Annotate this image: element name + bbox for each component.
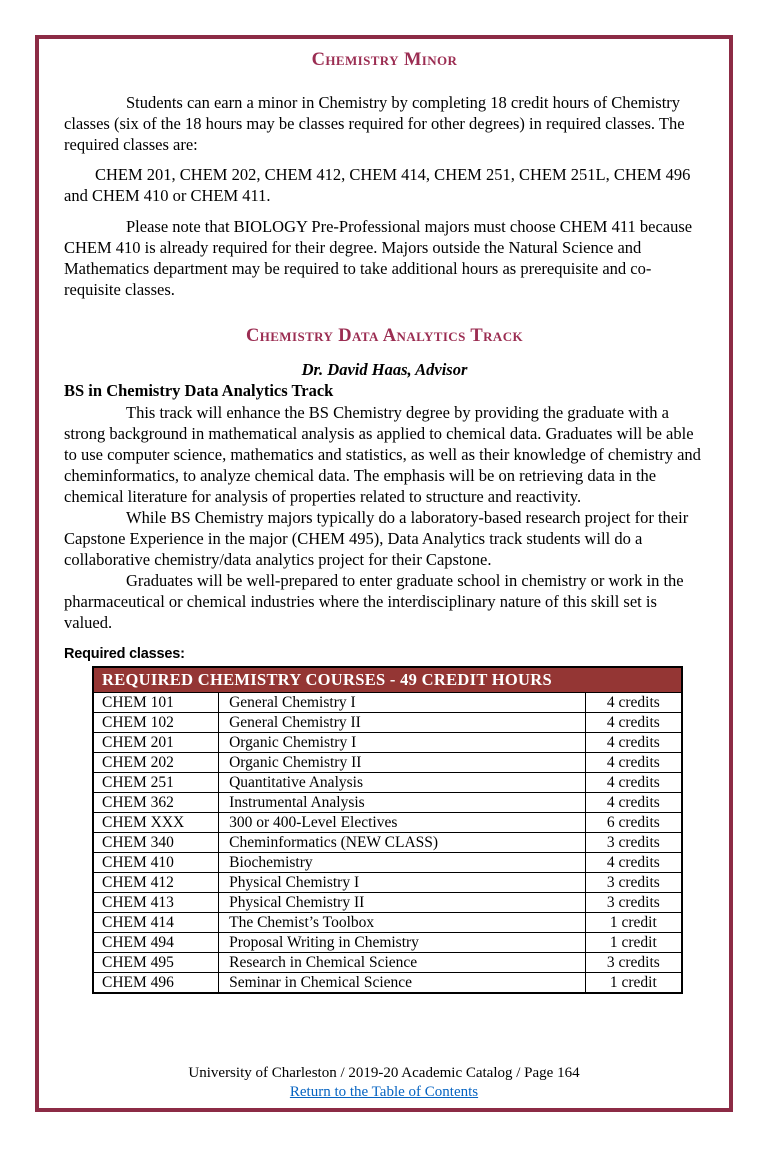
course-credits-cell: 4 credits	[585, 733, 682, 753]
course-credits-cell: 4 credits	[585, 853, 682, 873]
table-header-row	[93, 667, 682, 693]
course-row	[93, 793, 682, 813]
course-code-cell: CHEM 494	[93, 933, 219, 953]
course-code-cell: CHEM 202	[93, 753, 219, 773]
course-credits-cell: 3 credits	[585, 893, 682, 913]
course-credits-cell: 1 credit	[585, 913, 682, 933]
course-title-cell: Quantitative Analysis	[219, 773, 586, 793]
course-code-cell: CHEM 414	[93, 913, 219, 933]
course-credits-cell: 3 credits	[585, 873, 682, 893]
course-row	[93, 953, 682, 973]
course-row	[93, 713, 682, 733]
data-analytics-track-heading: Chemistry Data Analytics Track	[245, 326, 524, 346]
page-content	[64, 39, 705, 994]
course-title-cell: Organic Chemistry II	[219, 753, 586, 773]
catalog-info-line: University of Charleston / 2019-20 Academic Catalog / Page 164	[188, 1065, 580, 1081]
course-code-cell: CHEM 201	[93, 733, 219, 753]
return-to-toc-link[interactable]: Return to the Table of Contents	[289, 1084, 479, 1100]
course-title-cell: Seminar in Chemical Science	[219, 973, 586, 994]
course-credits-cell: 4 credits	[585, 793, 682, 813]
course-title-cell: Physical Chemistry II	[219, 893, 586, 913]
course-title-cell: Research in Chemical Science	[219, 953, 586, 973]
course-code-cell: CHEM 413	[93, 893, 219, 913]
required-classes-label: Required classes:	[64, 646, 185, 662]
course-row	[93, 693, 682, 713]
course-credits-cell: 4 credits	[585, 713, 682, 733]
course-credits-cell: 3 credits	[585, 953, 682, 973]
required-courses-table	[92, 666, 683, 994]
course-title-cell: Organic Chemistry I	[219, 733, 586, 753]
course-row	[93, 833, 682, 853]
course-row	[93, 873, 682, 893]
course-code-cell: CHEM 410	[93, 853, 219, 873]
course-title-cell: Biochemistry	[219, 853, 586, 873]
course-row	[93, 753, 682, 773]
course-row	[93, 853, 682, 873]
course-title-cell: General Chemistry I	[219, 693, 586, 713]
advisor-line: Dr. David Haas, Advisor	[301, 360, 468, 379]
course-row	[93, 913, 682, 933]
course-row	[93, 733, 682, 753]
course-title-cell: Instrumental Analysis	[219, 793, 586, 813]
course-row	[93, 933, 682, 953]
course-code-cell: CHEM XXX	[93, 813, 219, 833]
course-title-cell: 300 or 400-Level Electives	[219, 813, 586, 833]
course-credits-cell: 1 credit	[585, 933, 682, 953]
course-row	[93, 973, 682, 994]
course-code-cell: CHEM 251	[93, 773, 219, 793]
track-description-paragraph: This track will enhance the BS Chemistry degree by providing the graduate with a strong background in mathematical analysis as applied to chemical data. Graduates will be able to use computer science, mathematics and statistics, as well as their knowledge of chemistry and cheminformatics, to analyze chemical data. The emphasis will be on retrieving data in the chemical literature for analysis of properties related to structure and reactivity.	[64, 403, 701, 506]
course-title-cell: Physical Chemistry I	[219, 873, 586, 893]
course-title-cell: General Chemistry II	[219, 713, 586, 733]
course-credits-cell: 1 credit	[585, 973, 682, 994]
minor-course-list-paragraph: CHEM 201, CHEM 202, CHEM 412, CHEM 414, CHEM 251, CHEM 251L, CHEM 496 and CHEM 410 or CHEM 411.	[64, 165, 691, 205]
table-header-cell: REQUIRED CHEMISTRY COURSES - 49 CREDIT HOURS	[93, 667, 682, 693]
course-title-cell: The Chemist’s Toolbox	[219, 913, 586, 933]
track-capstone-paragraph: While BS Chemistry majors typically do a laboratory-based research project for their Capstone Experience in the major (CHEM 495), Data Analytics track students will do a collaborative chemistry/data analytics project for their Capstone.	[64, 508, 689, 569]
course-code-cell: CHEM 495	[93, 953, 219, 973]
course-code-cell: CHEM 412	[93, 873, 219, 893]
chemistry-minor-heading: Chemistry Minor	[311, 50, 458, 70]
course-code-cell: CHEM 340	[93, 833, 219, 853]
page-footer	[0, 1064, 768, 1102]
course-credits-cell: 4 credits	[585, 753, 682, 773]
course-credits-cell: 4 credits	[585, 773, 682, 793]
course-code-cell: CHEM 496	[93, 973, 219, 994]
course-credits-cell: 6 credits	[585, 813, 682, 833]
bs-track-subtitle: BS in Chemistry Data Analytics Track	[64, 381, 334, 400]
course-code-cell: CHEM 362	[93, 793, 219, 813]
course-code-cell: CHEM 102	[93, 713, 219, 733]
course-row	[93, 893, 682, 913]
track-outcomes-paragraph: Graduates will be well-prepared to enter graduate school in chemistry or work in the pharmaceutical or chemical industries where the interdisciplinary nature of this skill set is valued.	[64, 571, 684, 632]
course-credits-cell: 4 credits	[585, 693, 682, 713]
course-title-cell: Proposal Writing in Chemistry	[219, 933, 586, 953]
minor-intro-paragraph: Students can earn a minor in Chemistry by completing 18 credit hours of Chemistry classes (six of the 18 hours may be classes required for other degrees) in required classes. The required classes are:	[64, 93, 685, 154]
course-title-cell: Cheminformatics (NEW CLASS)	[219, 833, 586, 853]
course-row	[93, 773, 682, 793]
course-credits-cell: 3 credits	[585, 833, 682, 853]
course-row	[93, 813, 682, 833]
minor-note-paragraph: Please note that BIOLOGY Pre-Professional majors must choose CHEM 411 because CHEM 410 is already required for their degree. Majors outside the Natural Science and Mathematics department may be required to take additional hours as prerequisite and co-requisite classes.	[64, 217, 693, 299]
course-code-cell: CHEM 101	[93, 693, 219, 713]
